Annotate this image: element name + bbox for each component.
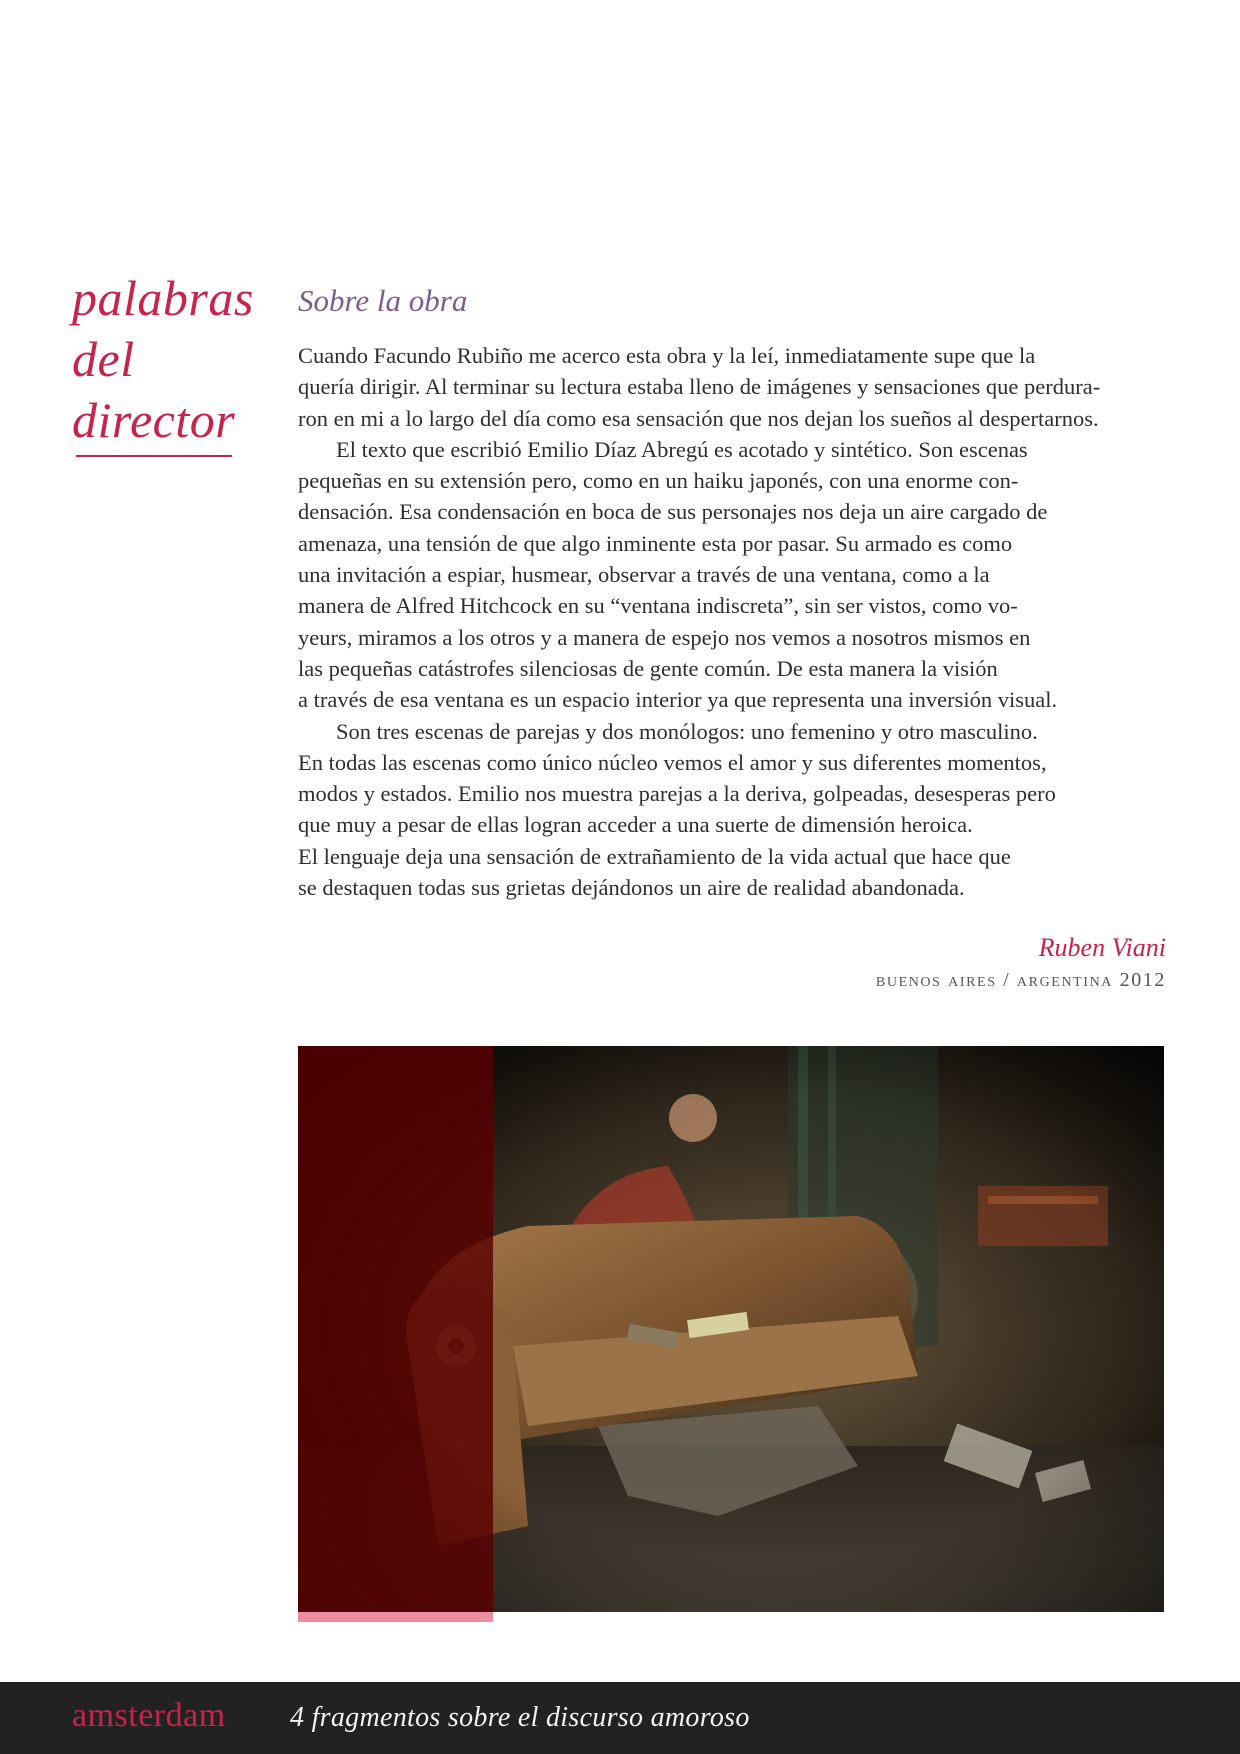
section-title-line: palabras xyxy=(72,270,254,326)
footer-subtitle: 4 fragmentos sobre el discurso amoroso xyxy=(290,1702,750,1733)
scene-photo-illustration xyxy=(298,1046,1164,1612)
photo-accent-bar xyxy=(298,1612,493,1622)
body-line: El texto que escribió Emilio Díaz Abregú es acotado y sintético. Son escenas xyxy=(336,436,1028,462)
body-line: pequeñas en su extensión pero, como en un haiku japonés, con una enorme con- xyxy=(298,468,1019,494)
body-line: El lenguaje deja una sensación de extrañamiento de la vida actual que hace que xyxy=(298,843,1011,869)
body-line: manera de Alfred Hitchcock en su “ventana indiscreta”, sin ser vistos, como vo- xyxy=(298,593,1018,619)
place-date: buenos aires / argentina 2012 xyxy=(875,969,1166,991)
section-title-line: del xyxy=(72,331,135,387)
body-line: Cuando Facundo Rubiño me acerco esta obra y la leí, inmediatamente supe que la xyxy=(298,343,1036,368)
footer-bar xyxy=(0,1682,1240,1754)
body-line: amenaza, una tensión de que algo inminente esta por pasar. Su armado es como xyxy=(298,530,1013,556)
body-line: quería dirigir. Al terminar su lectura estaba lleno de imágenes y sensaciones que perdura- xyxy=(298,374,1101,400)
body-line: modos y estados. Emilio nos muestra parejas a la deriva, golpeadas, desesperas pero xyxy=(298,781,1056,807)
body-line: ron en mi a lo largo del día como esa sensación que nos dejan los sueños al despertarnos. xyxy=(298,405,1099,431)
scene-photo xyxy=(298,1046,1164,1612)
body-line: En todas las escenas como único núcleo vemos el amor y sus diferentes momentos, xyxy=(298,749,1047,775)
body-line: que muy a pesar de ellas logran acceder a una suerte de dimensión heroica. xyxy=(298,812,973,838)
section-title-line: director xyxy=(72,392,236,448)
footer-brand: amsterdam xyxy=(72,1697,226,1734)
body-line: Son tres escenas de parejas y dos monólogos: uno femenino y otro masculino. xyxy=(336,718,1038,744)
body-line: se destaquen todas sus grietas dejándonos un aire de realidad abandonada. xyxy=(298,875,965,901)
section-title xyxy=(72,268,282,451)
body-line: densación. Esa condensación en boca de sus personajes nos deja un aire cargado de xyxy=(298,499,1048,525)
body-line: a través de esa ventana es un espacio interior ya que representa una inversión visual. xyxy=(298,687,1058,713)
author-signature: Ruben Viani xyxy=(1038,933,1166,962)
body-line: una invitación a espiar, husmear, observar a través de una ventana, como a la xyxy=(298,562,990,588)
body-line: las pequeñas catástrofes silenciosas de gente común. De esta manera la visión xyxy=(298,655,998,681)
article-heading: Sobre la obra xyxy=(298,283,468,318)
article-body xyxy=(298,340,1170,903)
body-line: yeurs, miramos a los otros y a manera de espejo nos vemos a nosotros mismos en xyxy=(298,624,1031,650)
title-underline xyxy=(76,455,232,457)
